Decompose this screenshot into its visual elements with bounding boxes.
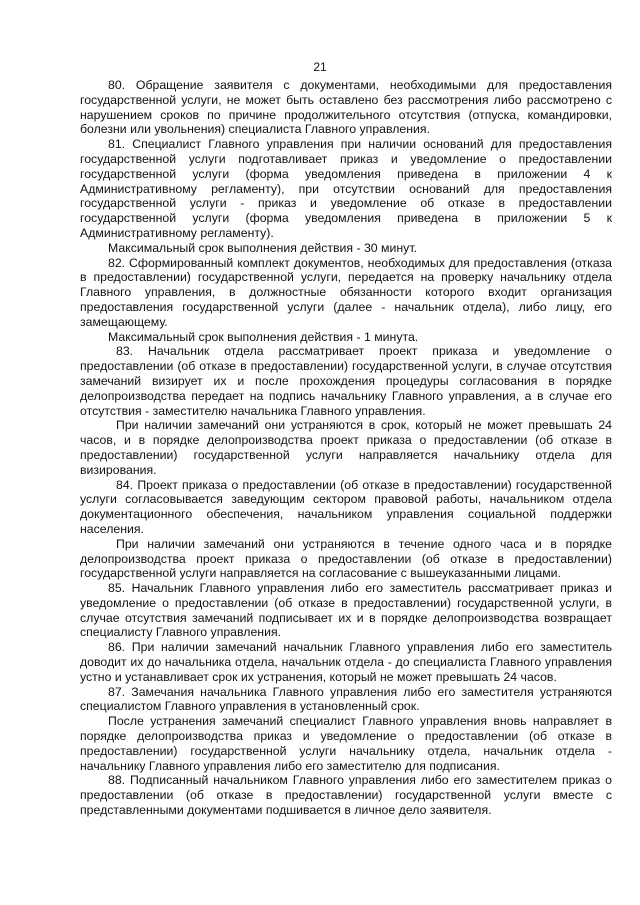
paragraph-87-after: После устранения замечаний специалист Главного управления вновь направляет в порядке делопроизводства приказ и уведомление о предоставлении (об отказе в предоставлении) государственной услуги начальнику отдела, начальник отдела - начальнику Главного управления либо его заместителю для подписания. [80,714,612,773]
paragraph-84: 84. Проект приказа о предоставлении (об отказе в предоставлении) государственной услуги согласовывается заведующим сектором правовой работы, начальником отдела документационного обеспечения, начальником управления социальной поддержки населения. [80,477,612,536]
paragraph-82: 82. Сформированный комплект документов, необходимых для предоставления (отказа в предоставлении) государственной услуги, передается на проверку начальнику отдела Главного управления, в должностные обязанности которого входит организация предоставления государственной услуги (далее - начальник отдела), либо лицу, его замещающему. [80,255,612,329]
paragraph-83: 83. Начальник отдела рассматривает проект приказа и уведомление о предоставлении (об отказе в предоставлении) государственной услуги, в случае отсутствия замечаний визирует их и после прохождения процедуры согласования в порядке делопроизводства передает на подпись начальнику Главного управления, а в случае его отсутствия - заместителю начальника Главного управления. [80,344,612,418]
document-body [80,78,612,818]
paragraph-87: 87. Замечания начальника Главного управления либо его заместителя устраняются специалистом Главного управления в установленный срок. [80,684,612,714]
paragraph-83-remarks: При наличии замечаний они устраняются в срок, который не может превышать 24 часов, и в порядке делопроизводства проект приказа о предоставлении (об отказе в предоставлении) государственной услуги направляется начальнику отдела для визирования. [80,418,612,477]
page-number: 21 [313,60,327,74]
paragraph-max-time-30: Максимальный срок выполнения действия - 30 минут. [108,240,418,255]
paragraph-86: 86. При наличии замечаний начальник Главного управления либо его заместитель доводит их до начальника отдела, начальник отдела - до специалиста Главного управления устно и устанавливает срок их устранения, который не может превышать 24 часов. [80,640,612,684]
paragraph-max-time-1: Максимальный срок выполнения действия - 1 минута. [108,329,419,344]
paragraph-84-remarks: При наличии замечаний они устраняются в течение одного часа и в порядке делопроизводства проект приказа о предоставлении (об отказе в предоставлении) государственной услуги направляется на согласование с вышеуказанными лицами. [80,536,612,581]
paragraph-88: 88. Подписанный начальником Главного управления либо его заместителем приказ о предоставлении (об отказе в предоставлении) государственной услуги вместе с представленными документами подшивается в личное дело заявителя. [80,773,612,818]
paragraph-80: 80. Обращение заявителя с документами, необходимыми для предоставления государственной услуги, не может быть оставлено без рассмотрения либо рассмотрено с нарушением сроков по причине продолжительного отсутствия (отпуска, командировки, болезни или увольнения) специалиста Главного управления. [80,78,612,137]
paragraph-85: 85. Начальник Главного управления либо его заместитель рассматривает приказ и уведомление о предоставлении (об отказе в предоставлении) государственной услуги, в случае отсутствия замечаний подписывает их и в порядке делопроизводства возвращает специалисту Главного управления. [80,581,612,640]
paragraph-81: 81. Специалист Главного управления при наличии оснований для предоставления государственной услуги подготавливает приказ и уведомление о предоставлении государственной услуги (форма уведомления приведена в приложении 4 к Административному регламенту), при отсутствии оснований для предоставления государственной услуги - приказ и уведомление об отказе в предоставлении государственной услуги (форма уведомления приведена в приложении 5 к Административному регламенту). [80,137,612,240]
